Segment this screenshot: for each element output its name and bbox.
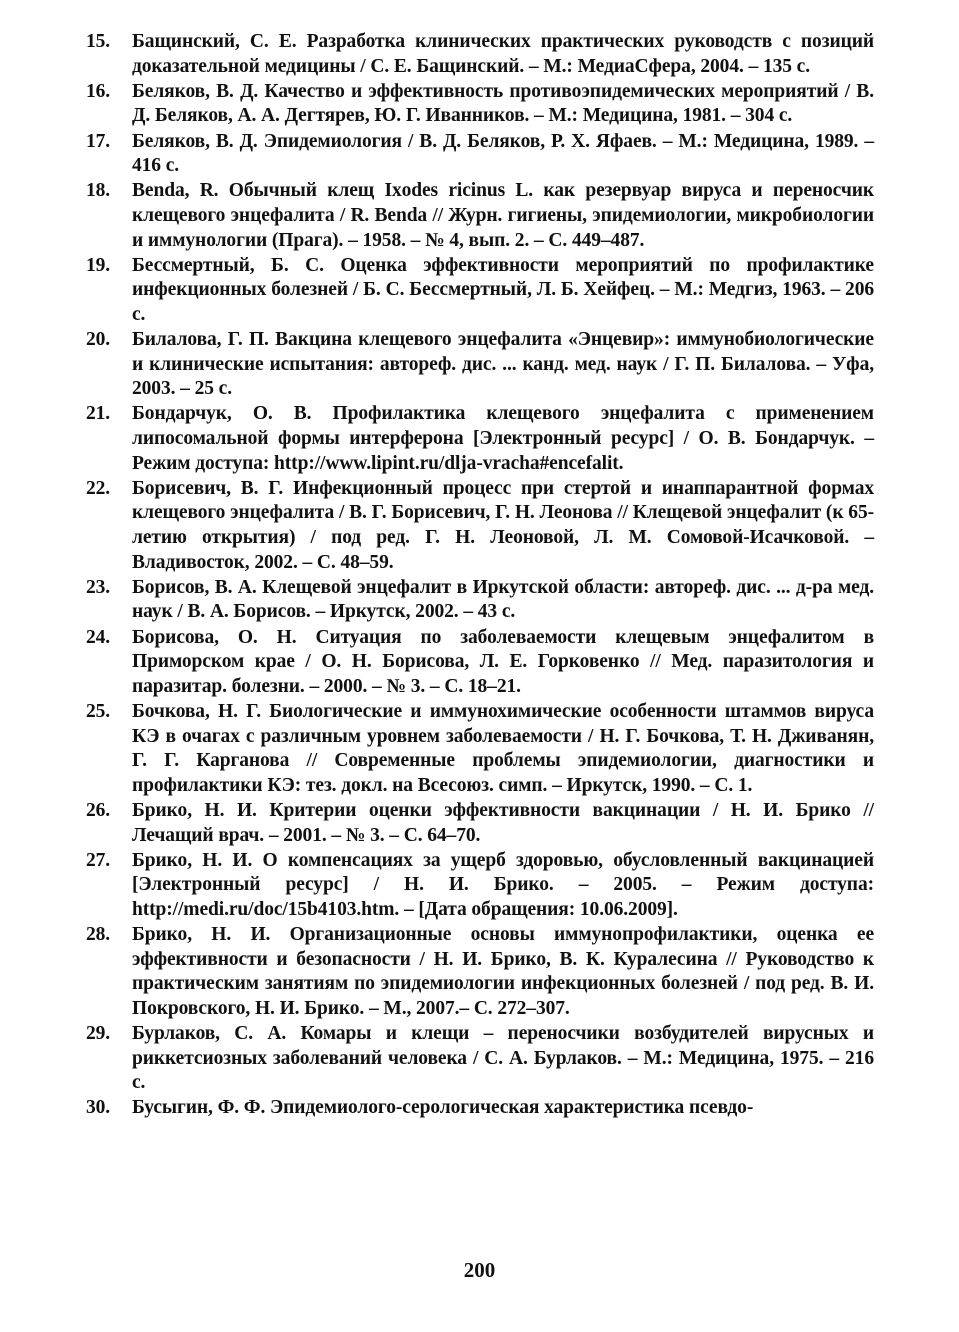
reference-number: 24. (86, 626, 111, 648)
reference-number: 16. (86, 80, 111, 102)
reference-text: Борисов, В. А. Клещевой энцефалит в Иркутской области: автореф. дис. ... д-ра мед. наук / В. А. Борисов. – Иркутск, 2002. – 43 с. (132, 576, 874, 623)
reference-item (86, 30, 874, 79)
reference-text: Бащинский, С. Е. Разработка клинических практических руководств с позиций доказательной медицины / С. Е. Бащинский. – М.: МедиаСфера, 2004. – 135 с. (132, 31, 874, 77)
reference-item (86, 254, 874, 328)
reference-text: Бусыгин, Ф. Ф. Эпидемиолого-серологическая характеристика псевдо- (132, 1097, 754, 1119)
reference-number: 15. (86, 31, 111, 52)
reference-item (86, 1096, 874, 1121)
reference-text: Брико, Н. И. Организационные основы иммунопрофилактики, оценка ее эффективности и безопасности / Н. И. Брико, В. К. Куралесина // Руководство к практическим занятиям по эпидемиологии инфекционных болезней / под ред. В. И. Покровского, Н. И. Брико. – М., 2007.– С. 272–307. (132, 924, 874, 1019)
reference-number: 19. (86, 254, 111, 276)
reference-number: 30. (86, 1097, 111, 1119)
reference-number: 25. (86, 700, 111, 722)
reference-item (86, 799, 874, 848)
reference-item (86, 328, 874, 402)
reference-number: 23. (86, 576, 111, 598)
reference-text: Билалова, Г. П. Вакцина клещевого энцефалита «Энцевир»: иммунобиологические и клинические испытания: автореф. дис. ... канд. мед. наук / Г. П. Билалова. – Уфа, 2003. – 25 с. (132, 329, 874, 400)
reference-item (86, 923, 874, 1021)
reference-item (86, 576, 874, 625)
reference-list (86, 30, 874, 1122)
page-number: 200 (463, 1258, 496, 1282)
reference-item (86, 179, 874, 253)
reference-text: Беляков, В. Д. Качество и эффективность противоэпидемических мероприятий / В. Д. Беляков, А. А. Дегтярев, Ю. Г. Иванников. – М.: Медицина, 1981. – 304 с. (132, 80, 874, 127)
reference-number: 18. (86, 180, 111, 202)
reference-number: 21. (86, 403, 111, 425)
reference-item (86, 626, 874, 700)
reference-item (86, 1022, 874, 1096)
reference-text: Benda, R. Обычный клещ Ixodes ricinus L. как резервуар вируса и переносчик клещевого энцефалита / R. Benda // Журн. гигиены, эпидемиологии, микробиологии и иммунологии (Прага). – 1958. – № 4, вып. 2. – С. 449–487. (132, 180, 874, 251)
reference-item (86, 849, 874, 923)
reference-number: 26. (86, 799, 111, 821)
reference-text: Беляков, В. Д. Эпидемиология / В. Д. Беляков, Р. Х. Яфаев. – М.: Медицина, 1989. – 416 с. (132, 130, 874, 177)
reference-item (86, 130, 874, 179)
reference-number: 17. (86, 130, 111, 152)
reference-item (86, 80, 874, 129)
reference-number: 27. (86, 849, 111, 871)
reference-text: Бурлаков, С. А. Комары и клещи – переносчики возбудителей вирусных и риккетсиозных заболеваний человека / С. А. Бурлаков. – М.: Медицина, 1975. – 216 с. (132, 1023, 874, 1094)
reference-item (86, 402, 874, 476)
reference-item (86, 477, 874, 575)
reference-text: Борисова, О. Н. Ситуация по заболеваемости клещевым энцефалитом в Приморском крае / О. Н. Борисова, Л. Е. Горковенко // Мед. паразитология и паразитар. болезни. – 2000. – № 3. – С. 18–21. (132, 626, 874, 697)
reference-number: 22. (86, 477, 111, 499)
reference-text: Брико, Н. И. Критерии оценки эффективности вакцинации / Н. И. Брико // Лечащий врач. – 2001. – № 3. – С. 64–70. (132, 799, 874, 846)
reference-number: 20. (86, 329, 111, 351)
reference-text: Борисевич, В. Г. Инфекционный процесс при стертой и инаппарантной формах клещевого энцефалита / В. Г. Борисевич, Г. Н. Леонова // Клещевой энцефалит (к 65-летию открытия) / под ред. Г. Н. Леоновой, Л. М. Сомовой-Исачковой. – Владивосток, 2002. – С. 48–59. (132, 477, 874, 573)
reference-text: Бессмертный, Б. С. Оценка эффективности мероприятий по профилактике инфекционных болезней / Б. С. Бессмертный, Л. Б. Хейфец. – М.: Медгиз, 1963. – 206 с. (132, 254, 874, 325)
reference-number: 28. (86, 924, 111, 946)
reference-text: Бондарчук, О. В. Профилактика клещевого энцефалита с применением липосомальной формы интерферона [Электронный ресурс] / О. В. Бондарчук. – Режим доступа: http://www.lipint.ru/dlja-vracha#encefalit. (132, 403, 874, 474)
reference-number: 29. (86, 1023, 111, 1045)
reference-text: Брико, Н. И. О компенсациях за ущерб здоровью, обусловленный вакцинацией [Электронный ресурс] / Н. И. Брико. – 2005. – Режим доступа: http://medi.ru/doc/15b4103.htm. – [Дата обращения: 10.06.2009]. (132, 849, 874, 920)
reference-item (86, 700, 874, 798)
reference-text: Бочкова, Н. Г. Биологические и иммунохимические особенности штаммов вируса КЭ в очагах с различным уровнем заболеваемости / Н. Г. Бочкова, Т. Н. Дживанян, Г. Г. Карганова // Современные проблемы эпидемиологии, диагностики и профилактики КЭ: тез. докл. на Всесоюз. симп. – Иркутск, 1990. – С. 1. (132, 700, 874, 796)
